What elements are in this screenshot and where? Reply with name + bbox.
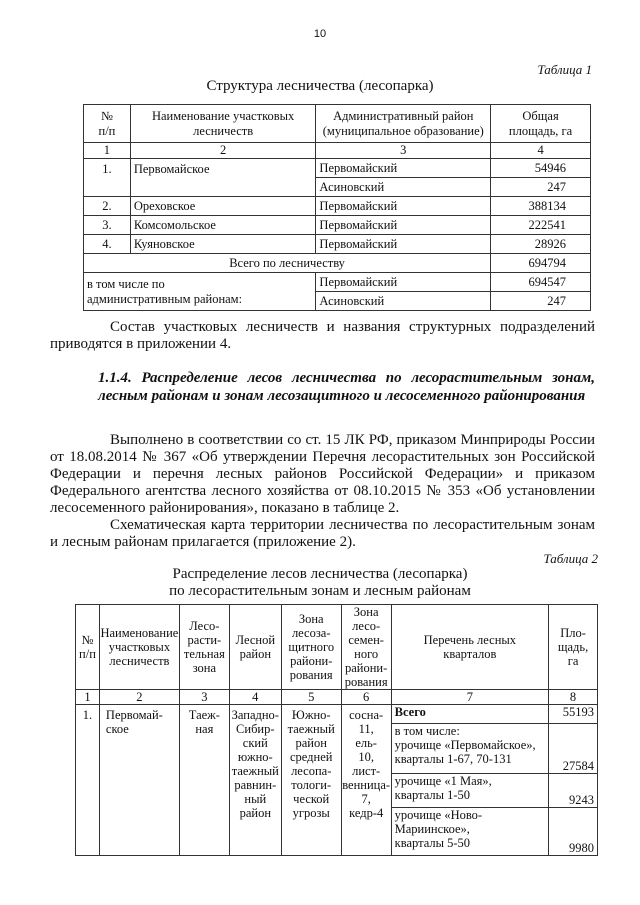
table1: [83, 104, 591, 311]
table2-header-forest-district: Лесной район: [229, 605, 281, 690]
table1-cell-num: 4.: [84, 235, 131, 254]
table2-quarters-list: [391, 705, 597, 856]
table1-colnum: 3: [316, 143, 491, 159]
table1-cell-area: 28926: [491, 235, 591, 254]
quarters-item-text: Всего: [392, 705, 549, 723]
page-number: 10: [313, 28, 327, 40]
table2-header-num: № п/п: [76, 605, 100, 690]
table1-cell-area: 247: [491, 292, 591, 311]
table1-cell-district: Асиновский: [316, 178, 491, 197]
table2-colnum: 4: [229, 690, 281, 705]
table2-cell-num: 1.: [76, 705, 100, 856]
table1-cell-name: Ореховское: [130, 197, 316, 216]
table2-header-seed-zone: Зона лесо- семен- ного райони- рования: [341, 605, 391, 690]
table1-header-num: № п/п: [84, 105, 131, 143]
table1-cell-district: Первомайский: [316, 273, 491, 292]
quarters-item-area: 9980: [548, 807, 597, 855]
table-row: [76, 705, 598, 856]
table1-cell-district: Первомайский: [316, 235, 491, 254]
list-item: [392, 773, 597, 807]
table1-cell-name: Куяновское: [130, 235, 316, 254]
quarters-item-text: в том числе: урочище «Первомайское», кварталы 1-67, 70-131: [392, 723, 549, 773]
paragraph: Схематическая карта территории лесничества по лесорастительным зонам и лесным районам прилагается (приложение 2).: [50, 517, 595, 550]
table1-cell-area: 222541: [491, 216, 591, 235]
table2-colnum: 7: [391, 690, 548, 705]
quarters-item-area: 55193: [548, 705, 597, 723]
section-heading: 1.1.4. Распределение лесов лесничества по лесорастительным зонам, лесным районам и зонам лесозащитного и лесосеменного районирования: [98, 370, 595, 404]
table1-cell-name: Первомайское: [130, 159, 316, 197]
table1-cell-district: Асиновский: [316, 292, 491, 311]
table1-cell-district: Первомайский: [316, 216, 491, 235]
table1-cell-area: 388134: [491, 197, 591, 216]
list-item: [392, 807, 597, 855]
table1-cell-num: 1.: [84, 159, 131, 197]
table-row: [84, 235, 591, 254]
table2-colnum: 2: [99, 690, 179, 705]
table2-colnum: 8: [549, 690, 598, 705]
table2: [75, 604, 598, 856]
table1-cell-area: 247: [491, 178, 591, 197]
table2-subtitle: по лесорастительным зонам и лесным районам: [169, 583, 471, 599]
table2-cell-protection-zone: Южно- таежный район средней лесопа- тологи- ческой угрозы: [281, 705, 341, 856]
table2-header-zone: Лесо- расти- тельная зона: [179, 605, 229, 690]
table2-cell-forest-district: Западно- Сибир- ский южно- таежный равнин- ный район: [229, 705, 281, 856]
table1-colnum: 2: [130, 143, 316, 159]
list-item: [392, 705, 597, 723]
table1-header-area: Общая площадь, га: [491, 105, 591, 143]
table2-header-quarters: Перечень лесных кварталов: [391, 605, 548, 690]
quarters-item-text: урочище «1 Мая», кварталы 1-50: [392, 773, 549, 807]
table1-header-district: Административный район (муниципальное образование): [316, 105, 491, 143]
table2-label: Таблица 2: [543, 551, 598, 566]
table2-cell-seed-zone: сосна- 11, ель- 10, лист- венница- 7, кедр-4: [341, 705, 391, 856]
quarters-item-area: 27584: [548, 723, 597, 773]
table1-incl-label: в том числе по административным районам:: [84, 273, 316, 311]
table1-total-value: 694794: [491, 254, 591, 273]
table-row: [84, 254, 591, 273]
table-row: [84, 273, 591, 292]
table2-header-protection-zone: Зона лесоза- щитного райони- рования: [281, 605, 341, 690]
table1-label: Таблица 1: [537, 62, 592, 77]
table2-colnum: 1: [76, 690, 100, 705]
table1-cell-name: Комсомольское: [130, 216, 316, 235]
table1-colnum: 4: [491, 143, 591, 159]
paragraph: Выполнено в соответствии со ст. 15 ЛК РФ, приказом Минприроды России от 18.08.2014 № 367 «Об утверждении Перечня лесорастительных зон Российской Федерации и перечня лесных районов Российской Федерации» и приказом Федерального агентства лесного хозяйства от 08.10.2015 № 353 «Об установлении лесосеменного районирования», показано в таблице 2.: [50, 432, 595, 516]
table1-colnum: 1: [84, 143, 131, 159]
table1-header-name: Наименование участковых лесничеств: [130, 105, 316, 143]
table2-colnum: 5: [281, 690, 341, 705]
table2-cell-name: Первомай- ское: [99, 705, 179, 856]
table2-colnum: 3: [179, 690, 229, 705]
list-item: [392, 723, 597, 773]
table2-header-area: Пло- щадь, га: [549, 605, 598, 690]
table-row: [84, 159, 591, 178]
table1-total-label: Всего по лесничеству: [84, 254, 491, 273]
table1-cell-num: 2.: [84, 197, 131, 216]
quarters-item-area: 9243: [548, 773, 597, 807]
table1-cell-district: Первомайский: [316, 197, 491, 216]
table2-title: Распределение лесов лесничества (лесопарка): [172, 566, 468, 582]
table1-cell-area: 694547: [491, 273, 591, 292]
table2-header-name: Наименование участковых лесничеств: [99, 605, 179, 690]
table-row: [84, 197, 591, 216]
table1-cell-area: 54946: [491, 159, 591, 178]
quarters-item-text: урочище «Ново- Мариинское», кварталы 5-50: [392, 807, 549, 855]
table2-colnum: 6: [341, 690, 391, 705]
table1-cell-num: 3.: [84, 216, 131, 235]
table2-cell-zone: Таеж- ная: [179, 705, 229, 856]
table1-cell-district: Первомайский: [316, 159, 491, 178]
paragraph: Состав участковых лесничеств и названия структурных подразделений приводятся в приложении 4.: [50, 319, 595, 352]
table-row: [84, 216, 591, 235]
table1-title: Структура лесничества (лесопарка): [206, 78, 434, 94]
